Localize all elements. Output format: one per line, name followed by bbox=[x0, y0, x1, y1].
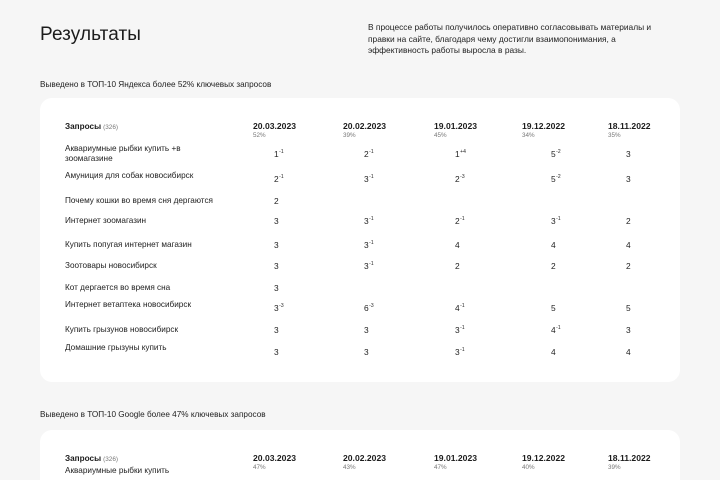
position-number: 2 bbox=[364, 149, 369, 159]
position-value bbox=[364, 261, 404, 271]
table-row bbox=[40, 343, 680, 363]
position-value bbox=[274, 216, 314, 226]
position-value bbox=[626, 240, 666, 250]
position-number: 3 bbox=[364, 261, 369, 271]
position-number: 6 bbox=[364, 303, 369, 313]
position-number: 5 bbox=[551, 174, 556, 184]
table-header bbox=[40, 121, 680, 141]
position-value bbox=[551, 174, 591, 184]
position-value bbox=[364, 149, 404, 159]
position-number: 3 bbox=[274, 325, 279, 335]
position-number: 4 bbox=[626, 240, 631, 250]
position-number: 3 bbox=[364, 347, 369, 357]
column-date: 20.02.2023 bbox=[343, 121, 387, 131]
position-number: 3 bbox=[626, 174, 631, 184]
position-value bbox=[455, 325, 495, 335]
column-percent: 45% bbox=[434, 132, 447, 139]
column-date: 19.01.2023 bbox=[434, 453, 478, 463]
position-change: -1 bbox=[460, 303, 465, 309]
table-row bbox=[40, 171, 680, 191]
position-change: +4 bbox=[460, 149, 466, 155]
position-number: 2 bbox=[626, 216, 631, 226]
position-value bbox=[455, 347, 495, 357]
position-value bbox=[626, 261, 666, 271]
position-number: 3 bbox=[274, 283, 279, 293]
position-number: 2 bbox=[626, 261, 631, 271]
position-number: 3 bbox=[364, 325, 369, 335]
position-value bbox=[364, 240, 404, 250]
table-row bbox=[40, 261, 680, 281]
position-value bbox=[364, 303, 404, 313]
column-date: 20.03.2023 bbox=[253, 121, 297, 131]
keyword-label: Купить попугая интернет магазин bbox=[65, 240, 192, 249]
position-change: -1 bbox=[556, 325, 561, 331]
position-value bbox=[364, 174, 404, 184]
position-value bbox=[364, 325, 404, 335]
keyword-label: Аквариумные рыбки купить bbox=[65, 466, 170, 475]
column-percent: 52% bbox=[253, 132, 266, 139]
keyword-label: Интернет ветаптека новосибирск bbox=[65, 300, 192, 309]
position-value bbox=[274, 240, 314, 250]
position-change: -1 bbox=[369, 261, 374, 267]
position-value bbox=[274, 174, 314, 184]
column-date: 18.11.2022 bbox=[608, 453, 651, 463]
column-date: 19.12.2022 bbox=[522, 121, 566, 131]
keyword-label: Амуниция для собак новосибирск bbox=[65, 171, 194, 180]
position-value bbox=[551, 325, 591, 335]
column-percent: 40% bbox=[522, 464, 535, 471]
position-value bbox=[551, 216, 591, 226]
position-value bbox=[551, 240, 591, 250]
position-value bbox=[551, 261, 591, 271]
position-change: -1 bbox=[369, 240, 374, 246]
column-percent: 39% bbox=[608, 464, 621, 471]
date-column-header bbox=[343, 121, 413, 139]
column-date: 19.12.2022 bbox=[522, 453, 566, 463]
position-number: 4 bbox=[455, 303, 460, 313]
position-number: 1 bbox=[455, 149, 460, 159]
position-number: 2 bbox=[455, 261, 460, 271]
date-column-header bbox=[434, 121, 504, 139]
position-value bbox=[551, 347, 591, 357]
position-number: 2 bbox=[274, 174, 279, 184]
position-number: 3 bbox=[364, 216, 369, 226]
position-number: 3 bbox=[274, 303, 279, 313]
yandex-results-table bbox=[40, 98, 680, 382]
keyword-label: Аквариумные рыбки купить +в зоомагазине bbox=[65, 144, 181, 163]
intro-text: В процессе работы получилось оперативно согласовывать материалы и правки на сайте, благодаря чему достигли взаимопонимания, а эффективность работы выросла в разы. bbox=[368, 22, 652, 55]
table-row bbox=[40, 240, 680, 260]
queries-count: (326) bbox=[103, 124, 118, 131]
position-number: 3 bbox=[274, 261, 279, 271]
position-number: 3 bbox=[364, 174, 369, 184]
table-row bbox=[40, 196, 680, 216]
column-date: 20.03.2023 bbox=[253, 453, 297, 463]
position-value bbox=[455, 261, 495, 271]
position-number: 2 bbox=[455, 174, 460, 184]
position-value bbox=[626, 149, 666, 159]
keyword-label: Интернет зоомагазин bbox=[65, 216, 147, 225]
position-number: 4 bbox=[551, 347, 556, 357]
position-number: 5 bbox=[551, 303, 556, 313]
position-change: -3 bbox=[460, 174, 465, 180]
google-results-table bbox=[40, 430, 680, 480]
keyword-label: Зоотовары новосибирск bbox=[65, 261, 157, 270]
queries-count: (326) bbox=[103, 456, 118, 463]
position-number: 3 bbox=[364, 240, 369, 250]
position-value bbox=[274, 283, 314, 293]
queries-label bbox=[65, 454, 118, 463]
position-change: -3 bbox=[369, 303, 374, 309]
position-change: -1 bbox=[460, 216, 465, 222]
keyword-label: Домашние грызуны купить bbox=[65, 343, 167, 352]
column-percent: 39% bbox=[343, 132, 356, 139]
table-row bbox=[40, 325, 680, 345]
position-change: -1 bbox=[460, 325, 465, 331]
position-number: 2 bbox=[455, 216, 460, 226]
position-number: 3 bbox=[455, 325, 460, 335]
position-number: 5 bbox=[626, 303, 631, 313]
position-value bbox=[274, 347, 314, 357]
position-value bbox=[364, 216, 404, 226]
column-percent: 47% bbox=[253, 464, 266, 471]
column-percent: 34% bbox=[522, 132, 535, 139]
position-change: -1 bbox=[369, 174, 374, 180]
position-number: 1 bbox=[274, 149, 279, 159]
date-column-header bbox=[608, 121, 678, 139]
column-date: 18.11.2022 bbox=[608, 121, 651, 131]
keyword-label: Почему кошки во время сня дергаются bbox=[65, 196, 213, 205]
position-change: -1 bbox=[279, 149, 284, 155]
keyword-label: Купить грызунов новосибирск bbox=[65, 325, 179, 334]
position-number: 4 bbox=[551, 325, 556, 335]
keyword-label: Кот дергается во время сна bbox=[65, 283, 171, 292]
position-change: -1 bbox=[460, 347, 465, 353]
position-value bbox=[455, 240, 495, 250]
position-value bbox=[626, 303, 666, 313]
queries-title: Запросы bbox=[65, 454, 102, 463]
column-percent: 43% bbox=[343, 464, 356, 471]
position-change: -2 bbox=[556, 174, 561, 180]
position-value bbox=[626, 325, 666, 335]
position-number: 2 bbox=[551, 261, 556, 271]
column-percent: 35% bbox=[608, 132, 621, 139]
position-value bbox=[455, 303, 495, 313]
position-number: 3 bbox=[274, 347, 279, 357]
position-change: -1 bbox=[369, 149, 374, 155]
table-row bbox=[40, 216, 680, 236]
position-value bbox=[274, 303, 314, 313]
queries-label bbox=[65, 122, 118, 131]
position-number: 3 bbox=[274, 240, 279, 250]
position-value bbox=[626, 216, 666, 226]
table-row bbox=[40, 300, 680, 320]
page-title: Результаты bbox=[40, 24, 142, 45]
position-number: 4 bbox=[551, 240, 556, 250]
position-number: 3 bbox=[626, 149, 631, 159]
position-value bbox=[455, 174, 495, 184]
position-value bbox=[274, 325, 314, 335]
position-number: 5 bbox=[551, 149, 556, 159]
yandex-section-label: Выведено в ТОП-10 Яндекса более 52% ключевых запросов bbox=[40, 80, 272, 89]
position-number: 3 bbox=[626, 325, 631, 335]
position-number: 3 bbox=[551, 216, 556, 226]
position-change: -2 bbox=[556, 149, 561, 155]
position-number: 3 bbox=[274, 216, 279, 226]
position-change: -1 bbox=[279, 174, 284, 180]
position-value bbox=[551, 149, 591, 159]
column-date: 19.01.2023 bbox=[434, 121, 478, 131]
google-section-label: Выведено в ТОП-10 Google более 47% ключевых запросов bbox=[40, 410, 266, 419]
position-change: -3 bbox=[279, 303, 284, 309]
position-number: 4 bbox=[626, 347, 631, 357]
column-date: 20.02.2023 bbox=[343, 453, 387, 463]
position-number: 3 bbox=[455, 347, 460, 357]
queries-title: Запросы bbox=[65, 122, 102, 131]
position-value bbox=[274, 261, 314, 271]
position-change: -1 bbox=[556, 216, 561, 222]
position-value bbox=[551, 303, 591, 313]
position-number: 2 bbox=[274, 196, 279, 206]
position-value bbox=[626, 174, 666, 184]
position-value bbox=[455, 216, 495, 226]
position-value bbox=[364, 347, 404, 357]
position-value bbox=[455, 149, 495, 159]
date-column-header bbox=[522, 121, 592, 139]
position-value bbox=[274, 196, 314, 206]
position-value bbox=[274, 149, 314, 159]
table-row bbox=[40, 144, 680, 164]
position-change: -1 bbox=[369, 216, 374, 222]
position-number: 4 bbox=[455, 240, 460, 250]
table-row bbox=[40, 466, 680, 480]
column-percent: 47% bbox=[434, 464, 447, 471]
position-value bbox=[626, 347, 666, 357]
date-column-header bbox=[253, 121, 323, 139]
